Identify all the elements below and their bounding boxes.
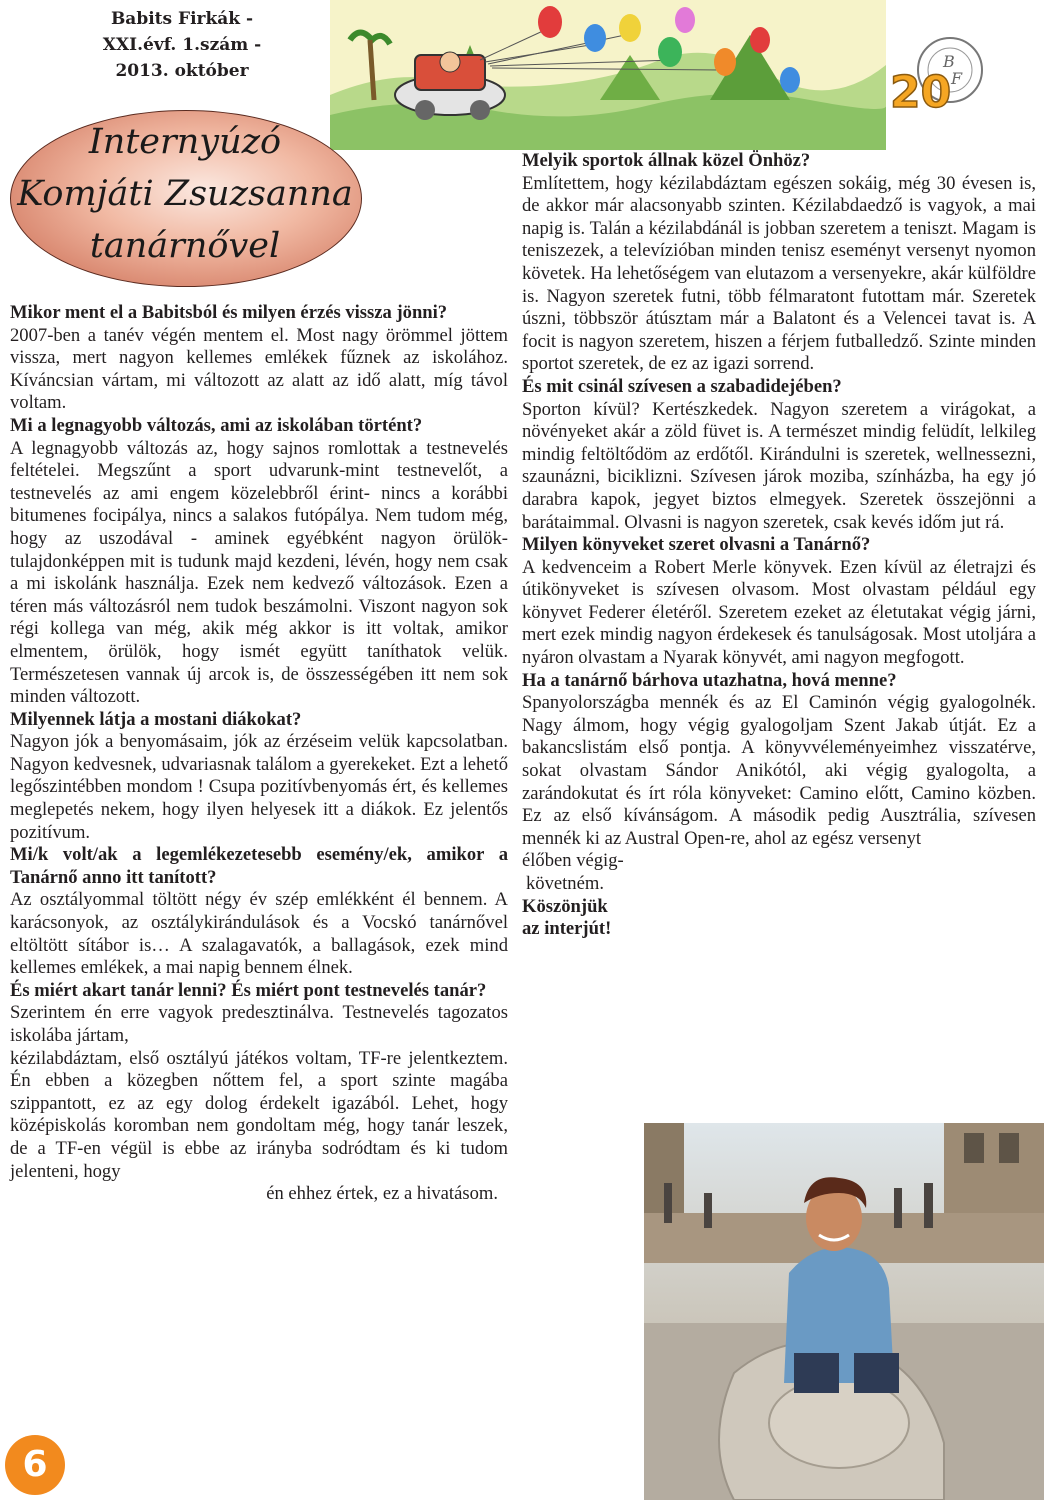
page-number-badge: 6 (5, 1435, 65, 1495)
interview-question: Mi a legnagyobb változás, ami az iskolában történt? (10, 414, 423, 436)
interview-answer: Spanyolországba mennék és az El Caminón végig gyalogolnék. Nagy álmom, hogy végig gyalogoljam Szent Jakab útját. Ez a bakancslistám első pontja. A könyvvéleményeimhez visszatérve, sokat olvastam Sándor Anikótól, aki végig gyalogolta, a zarándokutat és írt róla könyveket: Camino előtt, Camino közben. Ez az első kívánságom. A második pedig Ausztrália, szívesen mennék ki az Austral Open-re, ahol az egész versenyt (522, 692, 1036, 849)
title-line-1: Internyúzó (88, 122, 282, 162)
logo-number: 20 (890, 67, 952, 118)
svg-text:F: F (951, 69, 963, 88)
masthead-line-1: Babits Firkák - (110, 9, 254, 29)
interview-answer: Köszönjük (522, 895, 608, 917)
interview-question: Mi/k volt/ak a legemlékezetesebb esemény/ek, amikor a Tanárnő anno itt tanított? (10, 844, 508, 888)
teacher-photo (644, 1123, 1044, 1500)
title-line-2: Komjáti Zsuzsanna (17, 174, 353, 214)
interview-answer: követném. (526, 873, 604, 894)
interview-answer: Az osztályommal töltött négy év szép emlékként él bennem. A karácsonyok, az osztálykirándulások és a Vocskó tanárnővel eltöltött sítábor is… A szalagavatók, a ballagások, ezek mind kellemes emlékek, a mai napig bennem élnek. (10, 889, 508, 979)
svg-text:B: B (943, 52, 955, 71)
cartoon-banner-illustration (330, 0, 886, 150)
title-line-3: tanárnővel (89, 226, 281, 266)
interview-answer: Szerintem én erre vagyok predesztinálva. Testnevelés tagozatos iskolába jártam, (10, 1002, 508, 1046)
masthead (72, 6, 292, 84)
interview-answer: kézilabdáztam, első osztályú játékos voltam, TF-re jelentkeztem. Én ebben a közegben nőttem fel, a sport szinte magába szippantott, ez az egy dolog érdekelt igazából. Lehet, hogy középiskolás koromban nem gondoltam még, hogy tanár leszek, de a TF-en végül is ebbe az irányba sodródtam és ki tudom jelenteni, hogy (10, 1047, 508, 1182)
interview-answer: 2007-ben a tanév végén mentem el. Most nagy örömmel jöttem vissza, mert nagyon kellemes emlékek fűznek az iskolához. Kíváncsian vártam, mi változott az alatt az idő alatt, míg távol voltam. (10, 324, 508, 414)
interview-answer: az interjút! (522, 918, 612, 940)
interview-question: Mikor ment el a Babitsból és milyen érzés vissza jönni? (10, 302, 448, 323)
left-text-column (10, 302, 508, 1206)
interview-answer: A kedvenceim a Robert Merle könyvek. Ezen kívül az életrajzi és útikönyveket is szívesen olvasom. Most olvastam például egy könyvet Federer életéről. Szeretem ezeket az életutakat végig járni, mert ezek mindig nagyon érdekesek és tanulságosak. Most utoljára a nyáron olvastam a Nyarak könyvét, ami nagyon megfogott. (522, 556, 1036, 669)
interview-question: Milyen könyveket szeret olvasni a Tanárnő? (522, 534, 871, 556)
masthead-line-3: 2013. október (115, 61, 249, 81)
interview-answer: A legnagyobb változás az, hogy sajnos romlottak a testnevelés feltételei. Megszűnt a sport udvarunk-mint testnevelőt, a testnevelés az ami engem közelebbről érint- nincs a korábbi bitumenes focipálya, nincs a salakos futópálya. Nem tudom még, hogy az uszodával - aminek egyébként nagyon örülök- tulajdonképpen mit is tudunk majd kezdeni, lévén, hogy nem csak a mi iskolánk használja. Ezek nem kedvező változások. Ezen a téren más változásról nem tudok beszámolni. Viszont nagyon sok régi kollega van még, akik még akkor is itt voltak, amikor elmentem, örülök, hogy ismét együtt taníthatok velük. Természetesen vannak új arcok is, de összességében itt nem sok minden változott. (10, 437, 508, 708)
right-text-column (522, 150, 1036, 941)
interview-question: Melyik sportok állnak közel Önhöz? (522, 150, 811, 171)
anniversary-logo (885, 22, 985, 132)
interview-answer: én ehhez értek, ez a hivatásom. (266, 1183, 498, 1205)
interview-question: Ha a tanárnő bárhova utazhatna, hová menne? (522, 669, 897, 691)
interview-answer: Sporton kívül? Kertészkedek. Nagyon szeretem a virágokat, a növényeket akár a zöld füvet is. A természet mindig felüdít, lelkileg mindig feltöltődöm az erdőtől. Kirándulni is szeretek, wellnessezni, szaunázni, biciklizni. Szívesen járok moziba, színházba, ha egy jó darabra kapok, jegyet biztos elmegyek. Szeretek összejönni a barátaimmal. Olvasni is nagyon szeretek, csak kevés időm jut rá. (522, 398, 1036, 533)
article-title (10, 116, 360, 272)
masthead-line-2: XXI.évf. 1.szám - (102, 35, 262, 55)
interview-answer: Nagyon jók a benyomásaim, jók az érzéseim velük kapcsolatban. Nagyon kedvesnek, udvariasnak találom a gyerekeket. Ezt a lehető legőszintébben mondom ! Csupa pozitívbenyomás ért, és kellemes meglepetés nekem, hogy ilyen helyesek itt a diákok. Ez jelentős pozitívum. (10, 731, 508, 843)
interview-question: És mit csinál szívesen a szabadidejében? (522, 375, 842, 397)
interview-question: És miért akart tanár lenni? És miért pont testnevelés tanár? (10, 979, 487, 1001)
interview-question: Milyennek látja a mostani diákokat? (10, 708, 302, 730)
interview-answer: Említettem, hogy kézilabdáztam egészen sokáig, még 30 évesen is, de akkor már alacsonyabb szinten. Kézilabdaedző is vagyok, a mai napig is. Talán a kézilabdánál is jobban szeretem a teniszt. Magam is teniszezek, a televízióban minden tenisz eseményt versenyt nyomon követek. Ha lehetőségem van elutazom a versenyekre, akár külföldre is. Nagyon szeretek futni, több félmaratont futottam már. Szeretek úszni, többször átúsztam már a Balatont és a Velencei tavat is. A focit is nagyon szeretem, hiszen a férjem futballedző. Szinte minden sportot szeretek, de ez az igazi sorrend. (522, 172, 1036, 375)
interview-answer: élőben végig- (522, 850, 624, 872)
